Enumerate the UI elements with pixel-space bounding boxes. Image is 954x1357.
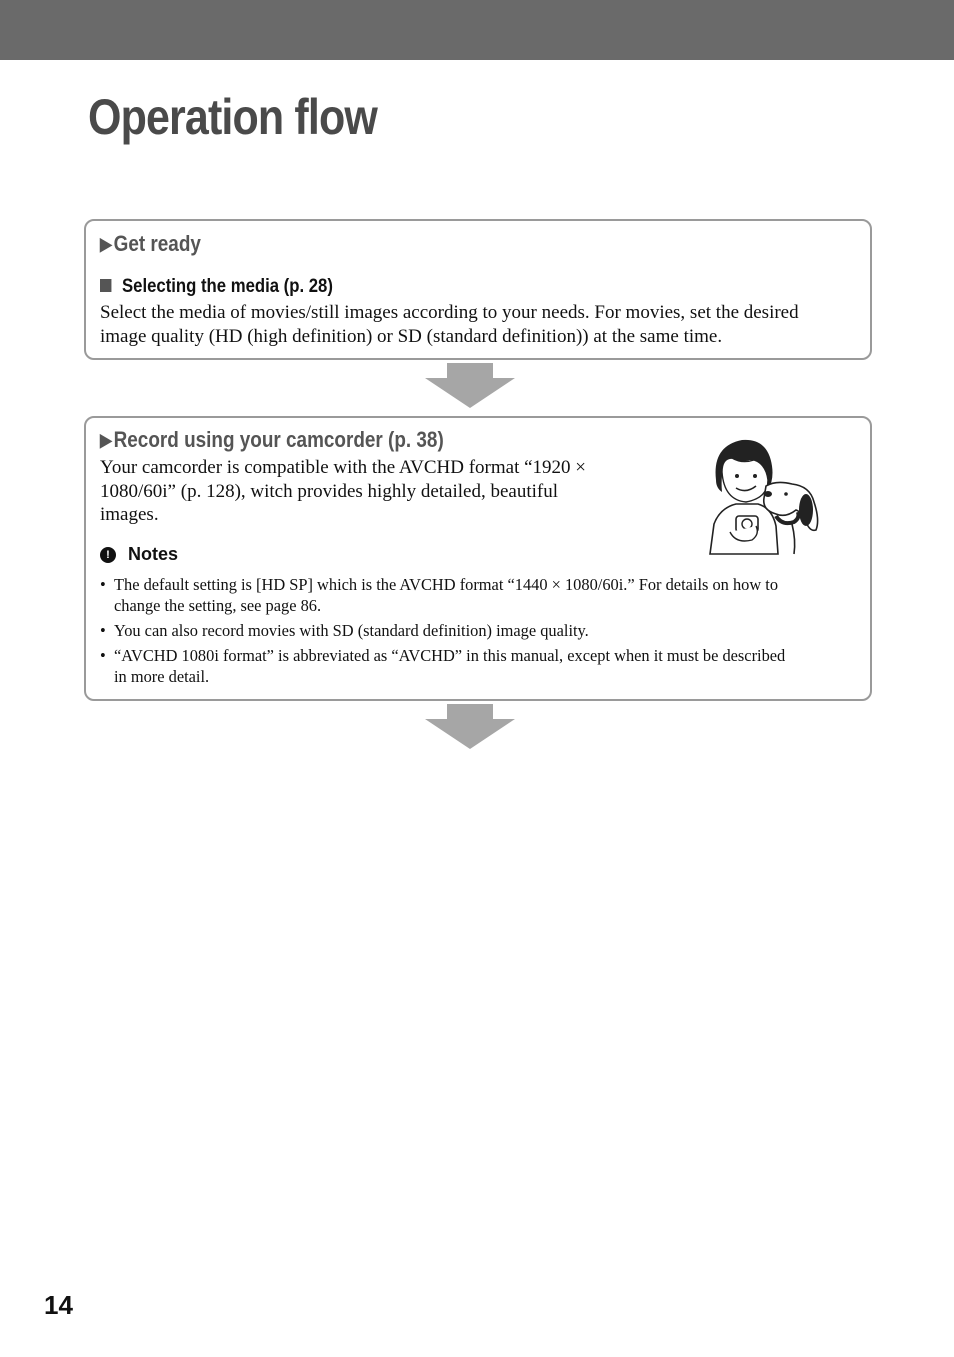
get-ready-heading <box>100 231 201 257</box>
triangle-right-icon: ▶ <box>100 430 112 450</box>
get-ready-text-line2: image quality (HD (high definition) or SD (standard definition)) at the same time. <box>100 325 723 347</box>
record-box <box>84 416 872 701</box>
notes-heading <box>100 544 178 565</box>
notes-icon: ! <box>100 547 116 563</box>
record-text-line2: 1080/60i” (p. 128), witch provides highly detailed, beautiful <box>100 480 559 502</box>
notes-list <box>100 574 868 691</box>
record-text-line3: images. <box>100 504 159 525</box>
page-number: 14 <box>44 1290 73 1320</box>
list-item <box>100 620 868 641</box>
record-heading <box>100 427 444 453</box>
record-title: Record using your camcorder (p. 38) <box>113 427 444 452</box>
triangle-right-icon: ▶ <box>100 234 112 254</box>
get-ready-title: Get ready <box>113 231 201 256</box>
header-band <box>0 0 954 60</box>
record-text <box>100 456 586 527</box>
selecting-media-title: Selecting the media (p. 28) <box>122 276 333 297</box>
person-with-dog-illustration <box>706 436 831 556</box>
get-ready-box <box>84 219 872 360</box>
get-ready-text-line1: Select the media of movies/still images according to your needs. For movies, set the desired <box>100 302 799 323</box>
record-text-line1: Your camcorder is compatible with the AVCHD format “1920 × <box>100 457 586 478</box>
note-line: in more detail. <box>114 667 210 686</box>
note-line: “AVCHD 1080i format” is abbreviated as “AVCHD” in this manual, except when it must be described <box>114 646 786 665</box>
arrow-down-icon <box>425 704 515 750</box>
bullet-icon: • <box>100 646 106 665</box>
selecting-media-heading <box>100 276 333 298</box>
bullet-icon: • <box>100 575 106 594</box>
arrow-down-icon <box>425 363 515 409</box>
list-item <box>100 574 868 616</box>
page-title: Operation flow <box>88 89 377 145</box>
note-line: change the setting, see page 86. <box>114 596 322 615</box>
square-bullet-icon <box>100 279 111 292</box>
bullet-icon: • <box>100 621 106 640</box>
note-line: The default setting is [HD SP] which is the AVCHD format “1440 × 1080/60i.” For details on how to <box>114 575 779 594</box>
note-line: You can also record movies with SD (standard definition) image quality. <box>114 621 589 640</box>
notes-title: Notes <box>128 544 179 564</box>
list-item <box>100 645 868 687</box>
get-ready-text <box>100 301 799 348</box>
